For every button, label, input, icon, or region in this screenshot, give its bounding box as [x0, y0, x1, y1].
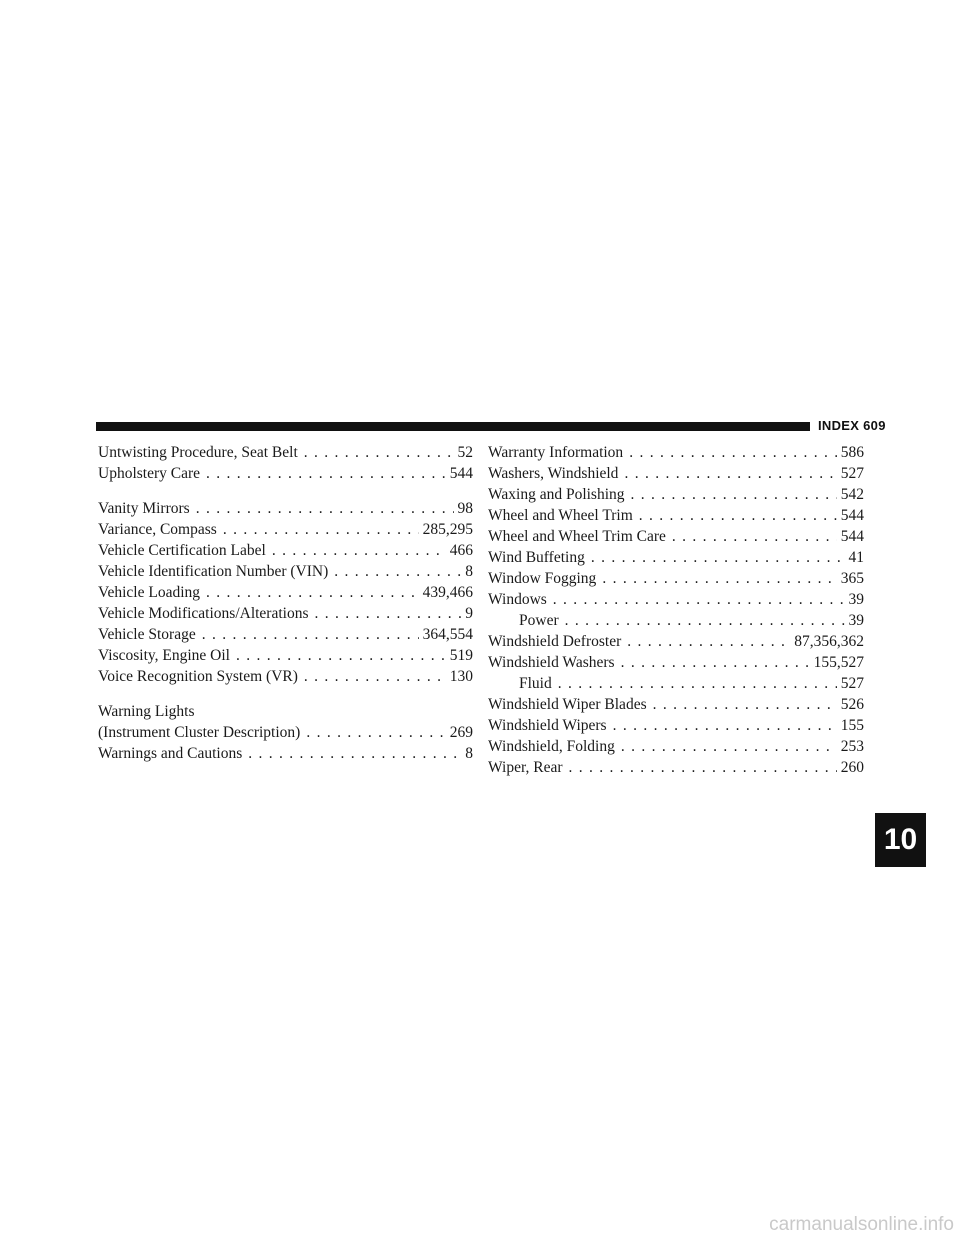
- index-entry: [488, 526, 864, 547]
- index-page-numbers: 544: [840, 528, 864, 545]
- dot-leader: [613, 715, 837, 736]
- index-entry: [488, 610, 864, 631]
- index-entry: [488, 736, 864, 757]
- dot-leader: [553, 589, 845, 610]
- dot-leader: [639, 505, 837, 526]
- index-page-numbers: 364,554: [422, 626, 473, 643]
- dot-leader: [223, 519, 419, 540]
- index-entry: [488, 673, 864, 694]
- index-entry: [98, 540, 473, 561]
- index-term: Wind Buffeting: [488, 549, 585, 566]
- index-term: Warning Lights: [98, 703, 195, 720]
- dot-leader: [202, 624, 419, 645]
- index-entry: [98, 722, 473, 743]
- index-page-numbers: 155: [840, 717, 864, 734]
- index-entry: [98, 442, 473, 463]
- index-entry: [488, 589, 864, 610]
- index-page-numbers: 527: [840, 465, 864, 482]
- index-page-numbers: 466: [449, 542, 473, 559]
- index-column-right: [488, 442, 864, 778]
- dot-leader: [206, 463, 446, 484]
- dot-leader: [591, 547, 845, 568]
- index-page-numbers: 87,356,362: [794, 633, 864, 650]
- index-term: Windshield Defroster: [488, 633, 622, 650]
- index-entry: [98, 743, 473, 764]
- index-term: Upholstery Care: [98, 465, 201, 482]
- index-page-numbers: 260: [840, 759, 864, 776]
- index-page-numbers: 8: [465, 563, 473, 580]
- index-term: Window Fogging: [488, 570, 597, 587]
- index-page-numbers: 8: [465, 745, 473, 762]
- index-page-numbers: 519: [449, 647, 473, 664]
- index-entry: [98, 701, 473, 722]
- dot-leader: [631, 484, 837, 505]
- dot-leader: [304, 666, 446, 687]
- watermark: carmanualsonline.info: [769, 1214, 954, 1235]
- index-entry: [488, 694, 864, 715]
- index-page-numbers: 155,527: [813, 654, 864, 671]
- index-page-numbers: 439,466: [422, 584, 473, 601]
- index-entry: [488, 505, 864, 526]
- index-term: Vehicle Identification Number (VIN): [98, 563, 329, 580]
- index-entry: [98, 666, 473, 687]
- index-term: Power: [519, 612, 559, 629]
- index-term: Windshield, Folding: [488, 738, 615, 755]
- index-term: Variance, Compass: [98, 521, 217, 538]
- index-page-numbers: 544: [840, 507, 864, 524]
- dot-leader: [304, 442, 454, 463]
- dot-leader: [206, 582, 419, 603]
- dot-leader: [621, 652, 810, 673]
- index-entry: [98, 561, 473, 582]
- index-page-numbers: 526: [840, 696, 864, 713]
- dot-leader: [315, 603, 462, 624]
- running-header: INDEX 609: [818, 418, 886, 433]
- index-entry: [98, 463, 473, 484]
- index-term: Windows: [488, 591, 547, 608]
- index-term: Untwisting Procedure, Seat Belt: [98, 444, 298, 461]
- index-term: (Instrument Cluster Description): [98, 724, 301, 741]
- index-page-numbers: 527: [840, 675, 864, 692]
- index-page-numbers: 269: [449, 724, 473, 741]
- index-page-numbers: 285,295: [422, 521, 473, 538]
- index-page-numbers: 130: [449, 668, 473, 685]
- index-page-numbers: 98: [457, 500, 473, 517]
- index-term: Wiper, Rear: [488, 759, 563, 776]
- dot-leader: [629, 442, 837, 463]
- dot-leader: [627, 631, 790, 652]
- index-page-numbers: 365: [840, 570, 864, 587]
- index-page-numbers: 253: [840, 738, 864, 755]
- index-term: Vanity Mirrors: [98, 500, 190, 517]
- dot-leader: [602, 568, 836, 589]
- dot-leader: [306, 722, 445, 743]
- index-entry: [488, 757, 864, 778]
- dot-leader: [248, 743, 461, 764]
- index-term: Windshield Wiper Blades: [488, 696, 647, 713]
- index-term: Wheel and Wheel Trim Care: [488, 528, 666, 545]
- index-column-left: [98, 442, 473, 764]
- index-term: Vehicle Modifications/Alterations: [98, 605, 309, 622]
- header-rule: [96, 422, 810, 431]
- index-term: Warranty Information: [488, 444, 624, 461]
- index-entry: [488, 715, 864, 736]
- index-term: Windshield Washers: [488, 654, 615, 671]
- index-term: Waxing and Polishing: [488, 486, 625, 503]
- dot-leader: [558, 673, 837, 694]
- index-page-numbers: 9: [465, 605, 473, 622]
- dot-leader: [236, 645, 446, 666]
- dot-leader: [624, 463, 836, 484]
- index-entry: [98, 582, 473, 603]
- index-page-numbers: 41: [848, 549, 864, 566]
- dot-leader: [569, 757, 837, 778]
- index-entry: [98, 603, 473, 624]
- dot-leader: [272, 540, 446, 561]
- index-page-numbers: 39: [848, 612, 864, 629]
- index-term: Windshield Wipers: [488, 717, 607, 734]
- dot-leader: [334, 561, 461, 582]
- index-term: Washers, Windshield: [488, 465, 619, 482]
- index-entry: [98, 645, 473, 666]
- index-term: Warnings and Cautions: [98, 745, 243, 762]
- index-entry: [488, 463, 864, 484]
- index-page-numbers: 586: [840, 444, 864, 461]
- index-entry: [98, 519, 473, 540]
- dot-leader: [653, 694, 837, 715]
- index-entry: [98, 624, 473, 645]
- index-entry: [488, 547, 864, 568]
- index-entry: [488, 631, 864, 652]
- index-page-numbers: 544: [449, 465, 473, 482]
- index-term: Viscosity, Engine Oil: [98, 647, 230, 664]
- index-page-numbers: 39: [848, 591, 864, 608]
- index-entry: [98, 498, 473, 519]
- index-term: Vehicle Loading: [98, 584, 201, 601]
- index-term: Wheel and Wheel Trim: [488, 507, 633, 524]
- chapter-tab: 10: [875, 813, 926, 867]
- index-term: Vehicle Storage: [98, 626, 196, 643]
- index-entry: [488, 484, 864, 505]
- index-entry: [488, 442, 864, 463]
- index-term: Vehicle Certification Label: [98, 542, 266, 559]
- index-page-numbers: 542: [840, 486, 864, 503]
- index-entry: [488, 652, 864, 673]
- index-entry: [488, 568, 864, 589]
- index-term: Voice Recognition System (VR): [98, 668, 298, 685]
- dot-leader: [565, 610, 845, 631]
- index-term: Fluid: [519, 675, 552, 692]
- dot-leader: [196, 498, 454, 519]
- index-page-numbers: 52: [457, 444, 473, 461]
- dot-leader: [672, 526, 837, 547]
- dot-leader: [621, 736, 837, 757]
